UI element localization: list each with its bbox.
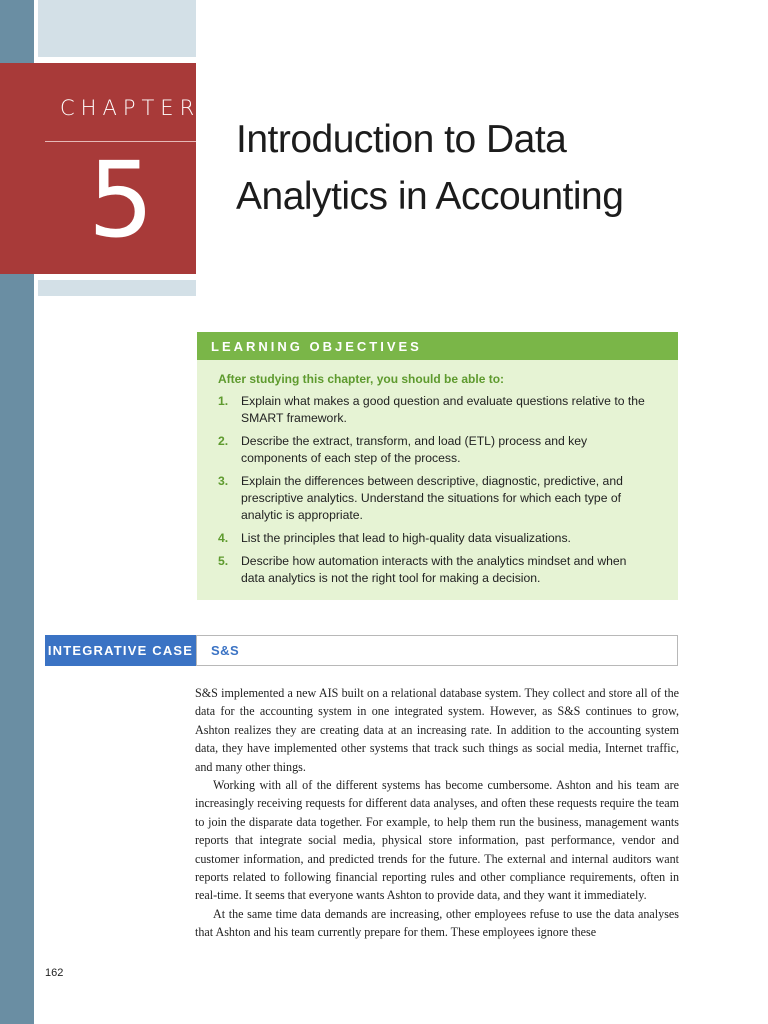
chapter-title-line2: Analytics in Accounting <box>236 175 624 218</box>
learning-objectives-header: LEARNING OBJECTIVES <box>197 332 678 360</box>
chapter-label: CHAPTER <box>60 96 201 120</box>
learning-objective-item <box>197 530 678 547</box>
chapter-title <box>236 111 716 225</box>
objective-text: Describe how automation interacts with the analytics mindset and when data analytics is not the right tool for making a decision. <box>241 554 627 585</box>
objective-number: 1. <box>218 394 229 408</box>
objective-number: 3. <box>218 474 229 488</box>
chapter-title-line1: Introduction to Data <box>236 118 567 161</box>
body-paragraph: At the same time data demands are increasing, other employees refuse to use the data analyses that Ashton and his team currently prepare for them. These employees ignore these <box>195 906 679 940</box>
integrative-case-name: S&S <box>211 643 240 658</box>
integrative-case-name-box <box>196 635 678 666</box>
learning-objective-item <box>197 393 678 427</box>
objective-number: 4. <box>218 531 229 545</box>
body-paragraph: S&S implemented a new AIS built on a relational database system. They collect and store all of the data for the accounting system in one integrated system. However, as S&S continues to grow, Ashton realizes they are creating data at an increasing rate. In addition to the accounting system data, they have implemented other systems that track such things as social media, Internet traffic, and many other things. <box>195 686 679 774</box>
objective-text: List the principles that lead to high-quality data visualizations. <box>241 531 571 545</box>
objective-text: Explain the differences between descriptive, diagnostic, predictive, and prescriptive analytics. Understand the situations for which each type of analytic is appropriate. <box>241 474 623 522</box>
integrative-case-label: INTEGRATIVE CASE <box>45 635 196 666</box>
learning-objective-item <box>197 433 678 467</box>
integrative-case-bar <box>45 635 678 666</box>
objective-number: 2. <box>218 434 229 448</box>
body-paragraph: Working with all of the different systems has become cumbersome. Ashton and his team are increasingly receiving requests for different data analyses, and often these requests require the team to join the disparate data together. For example, to help them run the business, management wants reports that integrate social media, physical store information, past performance, vendor and customer information, and predicted trends for the future. The external and internal auditors want reports related to following financial reporting rules and other compliance requirements, often in real-time. It seems that everyone wants Ashton to provide data, and they want it immediately. <box>195 778 679 903</box>
learning-objective-item <box>197 473 678 524</box>
chapter-number: 5 <box>87 139 155 261</box>
objective-text: Describe the extract, transform, and load (ETL) process and key components of each step of the process. <box>241 434 588 465</box>
page-number: 162 <box>45 967 64 979</box>
learning-objective-item <box>197 553 678 587</box>
top-decorative-block <box>38 0 196 57</box>
learning-objectives-list <box>197 393 678 587</box>
under-decorative-block <box>38 280 196 296</box>
objective-number: 5. <box>218 554 229 568</box>
learning-objectives-intro: After studying this chapter, you should be able to: <box>218 372 505 386</box>
body-text <box>195 684 679 942</box>
learning-objectives-box <box>197 332 678 600</box>
objective-text: Explain what makes a good question and evaluate questions relative to the SMART framework. <box>241 394 645 425</box>
